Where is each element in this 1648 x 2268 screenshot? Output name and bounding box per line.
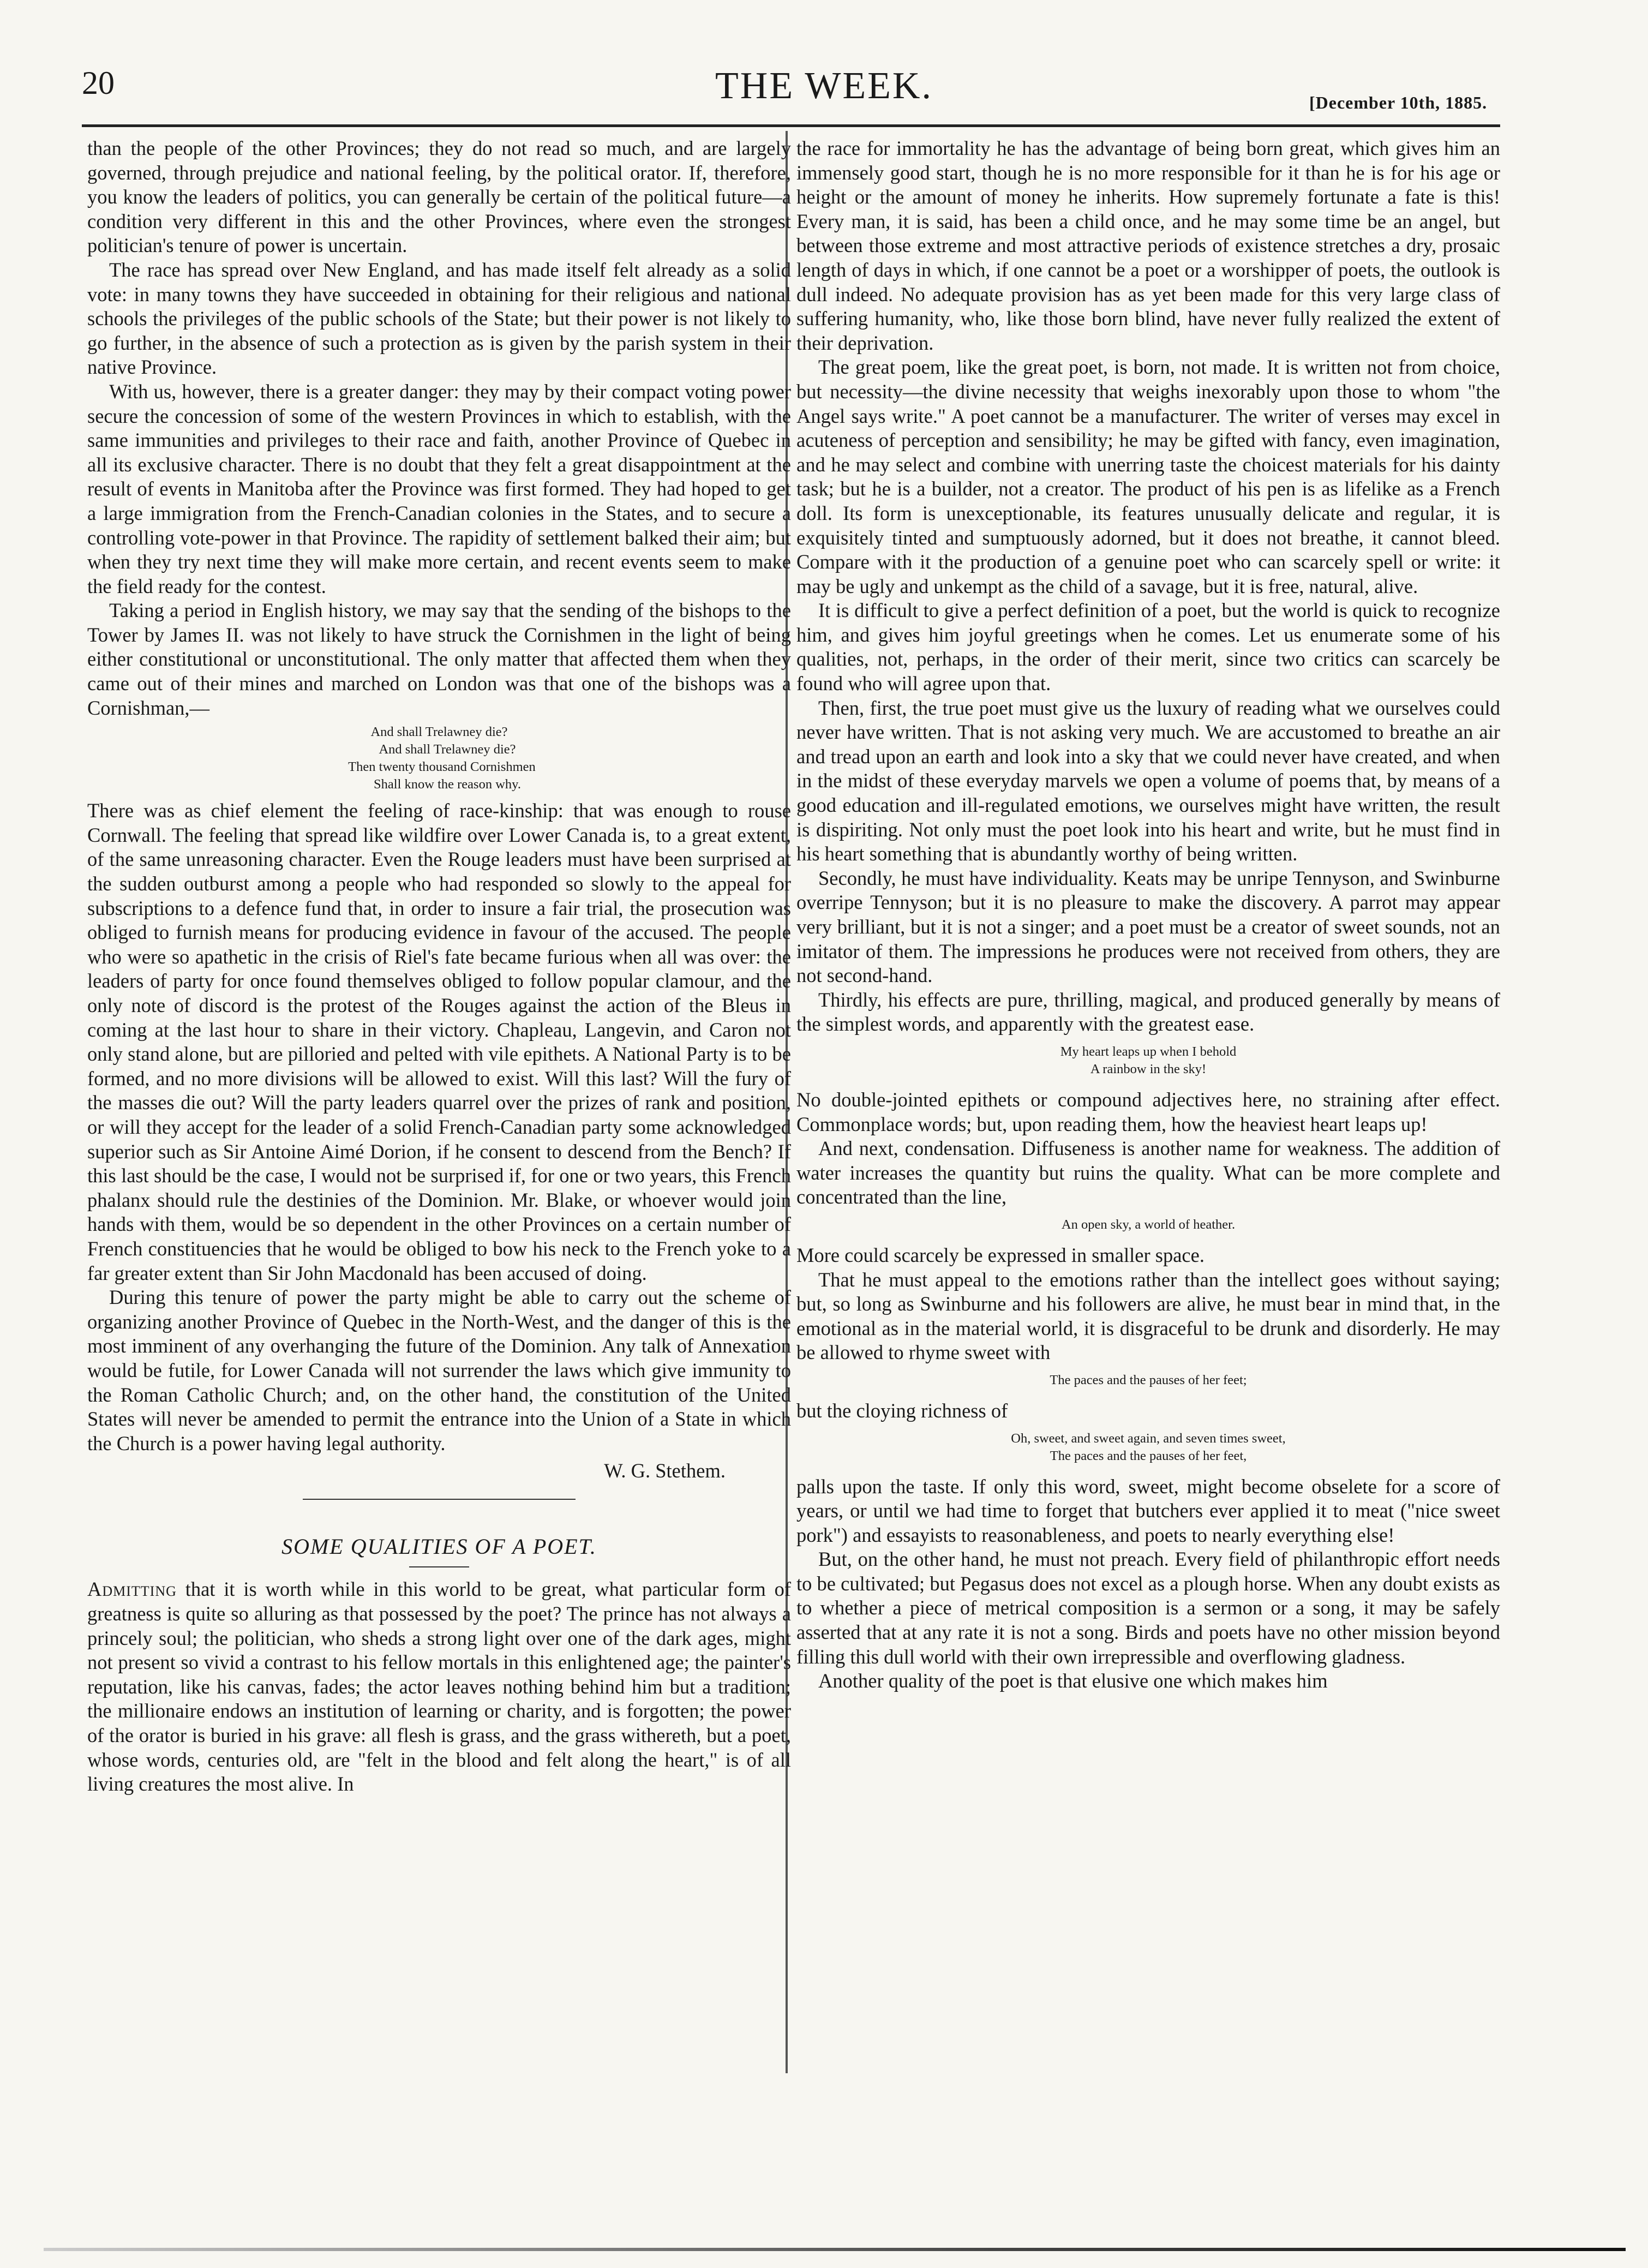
paragraph: There was as chief element the feeling of race-kinship: that was enough to rouse Cornwall. The feeling that spread like wildfire over Lower Canada is, to a great extent, of the same unreasoning character. Even the Rouge leaders must have been surprised at the sudden outburst among a people who had responded so slowly to the appeal for subscriptions to a defence fund that, in order to insure a fair trial, the prosecution was obliged to furnish means for producing evidence in favour of the accused. The people who were so apathetic in the crisis of Riel's fate became furious when all was over: the leaders of party for once found themselves obliged to follow popular clamour, and the only note of discord is the protest of the Rouges against the action of the Bleus in coming at the last hour to share in their victory. Chapleau, Langevin, and Caron not only stand alone, but are pilloried and pelted with vile epithets. A National Party is to be formed, and no more divisions will be allowed to exist. Will this last? Will the fury of the masses die out? Will the party leaders quarrel over the prizes of rank and position, or will they accept for the leader of a solid French-Canadian party some acknowledged superior such as Sir Antoine Aimé Dorion, if he consent to descend from the Bench? If this last should be the case, I would not be surprised if, for one or two years, this French phalanx should rule the destinies of the Dominion. Mr. Blake, or whoever would join hands with them, would be so dependent in the other Provinces on a certain number of French constituencies that he would be obliged to bow his neck to the French yoke to a far greater extent than Sir John Macdonald has been accused of doing. [87, 799, 791, 1284]
paragraph [87, 1577, 791, 1796]
quote-line: A rainbow in the sky! [1090, 1061, 1207, 1076]
quote-line: Oh, sweet, and sweet again, and seven times sweet, [1011, 1431, 1286, 1446]
verse-line: And shall Trelawney die? [370, 725, 508, 740]
author-signature: W. G. Stethem. [604, 1459, 726, 1482]
paragraph: It is difficult to give a perfect definition of a poet, but the world is quick to recognize him, and gives him joyful greetings when he comes. Let us enumerate some of his qualities, not, perhaps, in the order of their merit, since two critics can scarcely be found who will agree upon that. [796, 599, 1500, 695]
paragraph: The race has spread over New England, and has made itself felt already as a solid vote: in many towns they have succeeded in obtaining for their religious and national schools the privileges of the public schools of the State; but their power is not likely to go further, in the absence of such a protection as is given by the parish system in their native Province. [87, 258, 791, 379]
paragraph: Then, first, the true poet must give us the luxury of reading what we ourselves could never have written. That is not asking very much. We are accustomed to breathe an air and tread upon an earth and look into a sky that we could never have created, and when in the midst of these everyday marvels we open a volume of poems that, by means of a good education and ill-regulated emotions, we ourselves might have written, the result is dispiriting. Not only must the poet look into his heart and write, but he must find in his heart something that is abundantly worthy of being written. [796, 696, 1500, 865]
issue-date: [December 10th, 1885. [1309, 93, 1488, 112]
title-rule [409, 1566, 469, 1567]
paragraph: And next, condensation. Diffuseness is another name for weakness. The addition of water increases the quantity but ruins the quality. What can be more complete and concentrated than the line, [796, 1137, 1500, 1208]
poem-quote: An open sky, a world of heather. [1061, 1217, 1236, 1232]
paragraph: Taking a period in English history, we may say that the sending of the bishops to the Tower by James II. was not likely to have struck the Cornishmen in the light of being either constitutional or unconstitutional. The only matter that affected them when they came out of their mines and marched on London was that one of the bishops was a Cornishman,— [87, 599, 791, 719]
verse-line: Shall know the reason why. [374, 777, 521, 792]
verse-quote [87, 723, 791, 793]
article-title: SOME QUALITIES OF A POET. [281, 1534, 597, 1559]
paragraph: the race for immortality he has the advantage of being born great, which gives him an immensely good start, though he is no more responsible for it than he is for his age or height or the amount of money he inherits. How supremely fortunate a fate is this! Every man, it is said, has been a child once, and he may some time be an angel, but between those extreme and most attractive periods of existence stretches a dry, prosaic length of days in which, if one cannot be a poet or a worshipper of poets, the outlook is dull indeed. No adequate provision has as yet been made for this very large class of suffering humanity, who, like those born blind, have never fully realized the extent of their deprivation. [796, 137, 1500, 354]
quote-line: My heart leaps up when I behold [1060, 1044, 1237, 1059]
paragraph: palls upon the taste. If only this word, sweet, might become obselete for a score of years, or until we had time to forget that butchers ever applied it to meat ("nice sweet pork") and essayists to reasonableness, and poets to nearly everything else! [796, 1475, 1500, 1546]
page-number: 20 [82, 65, 115, 101]
paragraph: Secondly, he must have individuality. Keats may be unripe Tennyson, and Swinburne overripe Tennyson; but it is no pleasure to make the discovery. A parrot may appear very brilliant, but it is not a singer; and a poet must be a creator of sweet sounds, not an imitator of them. The impressions he produces were not received from others, they are not second-hand. [796, 866, 1500, 987]
paragraph: During this tenure of power the party might be able to carry out the scheme of organizing another Province of Quebec in the North-West, and the danger of this is the most imminent of any overhanging the future of the Dominion. Any talk of Annexation would be futile, for Lower Canada will not surrender the laws which give immunity to the Roman Catholic Church; and, on the other hand, the constitution of the United States will never be amended to permit the entrance into the Union of a State in which the Church is a power having legal authority. [87, 1286, 791, 1455]
verse-line: Then twenty thousand Cornishmen [348, 759, 536, 775]
poem-quote [796, 1430, 1500, 1465]
paragraph-text: that it is worth while in this world to be great, what particular form of greatness is quite so alluring as that possessed by the poet? The prince has not always a princely soul; the politician, who sheds a strong light over one of the dark ages, might not present so vivid a contrast to his fellow mortals in this enlightened age; the painter's reputation, like his canvas, fades; the actor leaves nothing behind him but a tradition; the millionaire endows an institution of learning or charity, and is forgotten; the power of the orator is buried in his grave: all flesh is grass, and the grass withereth, but a poet, whose words, centuries old, are "felt in the blood and felt along the heart," is of all living creatures the most alive. In [87, 1578, 791, 1796]
paragraph: That he must appeal to the emotions rather than the intellect goes without saying; but, so long as Swinburne and his followers are alive, he must bear in mind that, in the emotional as in the material world, it is disgraceful to be drunk and disorderly. He may be allowed to rhyme sweet with [796, 1268, 1500, 1364]
quote-line: The paces and the pauses of her feet, [1050, 1448, 1247, 1463]
paragraph: but the cloying richness of [796, 1399, 1008, 1422]
paragraph: than the people of the other Provinces; they do not read so much, and are largely governed, through prejudice and national feeling, by the political orator. If, therefore, you know the leaders of politics, you can generally be certain of the political future—a condition very different in this and the other Provinces, where even the strongest politician's tenure of power is uncertain. [87, 137, 791, 257]
paragraph: Another quality of the poet is that elusive one which makes him [818, 1669, 1328, 1692]
paragraph: No double-jointed epithets or compound adjectives here, no straining after effect. Commonplace words; but, upon reading them, how the heaviest heart leaps up! [796, 1088, 1500, 1135]
poem-quote [796, 1043, 1500, 1078]
right-column [796, 136, 1500, 1693]
left-column [87, 136, 791, 1797]
lead-word: Admitting [87, 1578, 177, 1601]
paragraph: With us, however, there is a greater danger: they may by their compact voting power secure the concession of some of the western Provinces in which to establish, with the same immunities and privileges to their race and faith, another Province of Quebec in all its exclusive character. There is no doubt that they felt a great disappointment at the result of events in Manitoba after the Province was first formed. They had hoped to get a large immigration from the French-Canadian colonies in the States, and to secure a controlling vote-power in that Province. The rapidity of settlement balked their aim; but when they try next time they will make more certain, and recent events seem to make the field ready for the contest. [87, 380, 791, 597]
article-separator [303, 1499, 576, 1500]
header-rule [82, 124, 1500, 127]
page-bottom-edge [44, 2248, 1626, 2251]
verse-line: And shall Trelawney die? [379, 742, 516, 757]
masthead-title: THE WEEK. [715, 65, 933, 107]
poem-quote: The paces and the pauses of her feet; [1050, 1372, 1247, 1387]
paragraph: But, on the other hand, he must not preach. Every field of philanthropic effort needs to be cultivated; but Pegasus does not excel as a plough horse. When any doubt exists as to whether a piece of metrical composition is a sermon or a song, it may be safely asserted that at any rate it is not a song. Birds and poets have no other mission beyond filling this dull world with their own irrepressible and overflowing gladness. [796, 1548, 1500, 1668]
paragraph: Thirdly, his effects are pure, thrilling, magical, and produced generally by means of the simplest words, and apparently with the greatest ease. [796, 988, 1500, 1036]
paragraph: The great poem, like the great poet, is born, not made. It is written not from choice, but necessity—the divine necessity that weighs inexorably upon those to whom "the Angel says write." A poet cannot be a manufacturer. The writer of verses may excel in acuteness of perception and sensibility; he may be gifted with fancy, even imagination, and he may select and combine with unerring taste the choicest materials for his dainty task; but he is a builder, not a creator. The product of his pen is as lifelike as a French doll. Its form is unexceptionable, its features unusually delicate and regular, it is exquisitely tinted and sumptuously adorned, but it does not breathe, it cannot bleed. Compare with it the production of a genuine poet who can scarcely spell or write: it may be ugly and unkempt as the child of a savage, but it is free, natural, alive. [796, 356, 1500, 597]
paragraph: More could scarcely be expressed in smaller space. [796, 1243, 1204, 1266]
